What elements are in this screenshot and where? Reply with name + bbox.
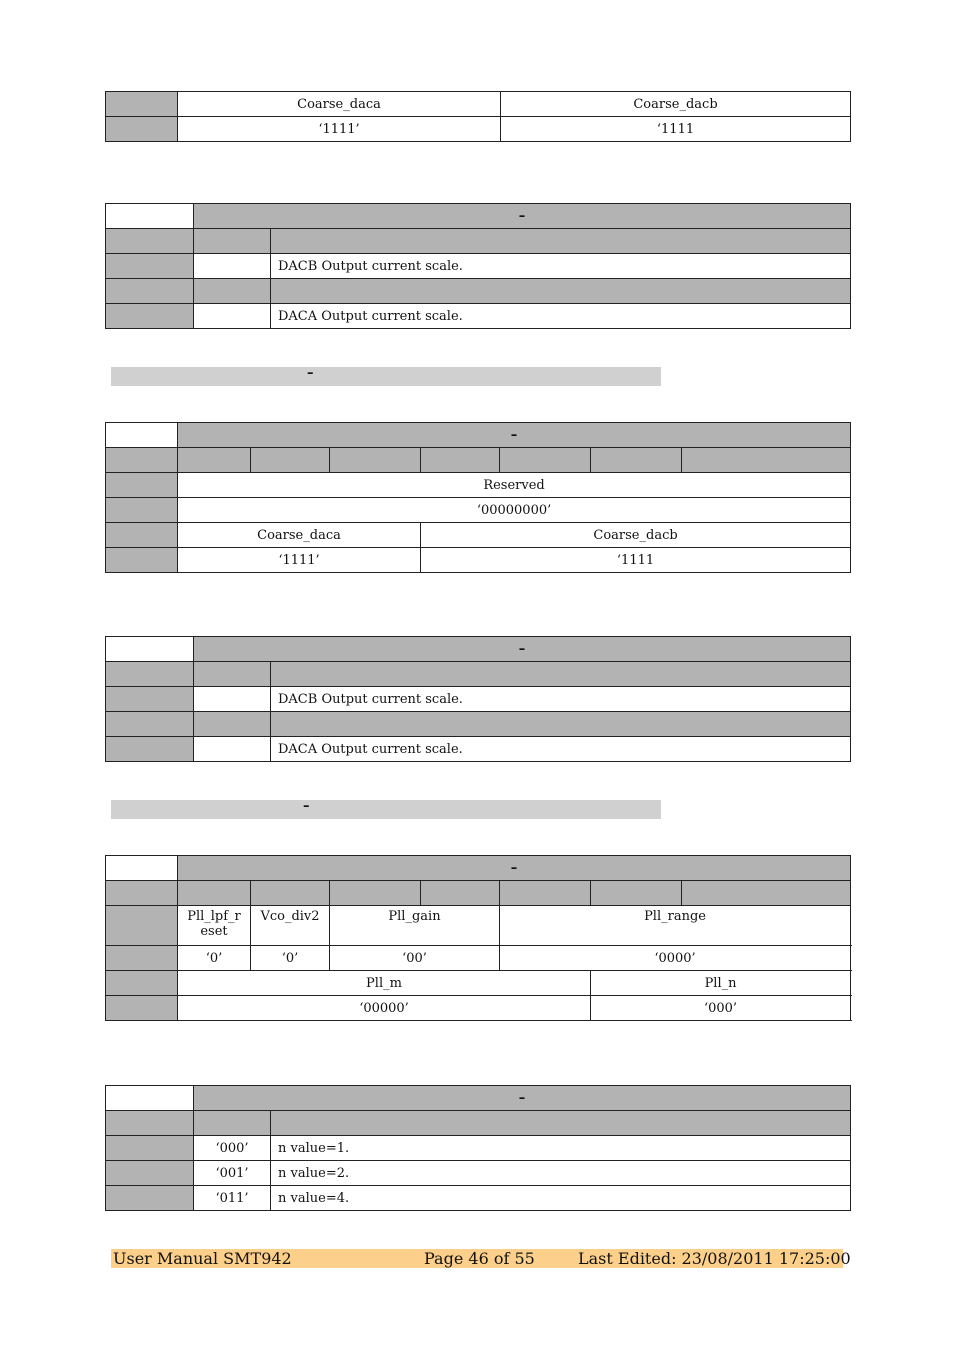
table-header-row [106,1086,851,1111]
default-value-cell: ‘0’ [251,946,330,971]
header-cell [271,662,851,687]
bit-number-row [106,448,851,473]
field-description-table-3 [105,1085,851,1211]
bit-label-cell [106,473,178,498]
header-blank-cell [106,423,178,448]
header-blank-cell [106,204,194,229]
table-title-cell: – [178,423,851,448]
bit-header-cell [178,448,251,473]
bit-label-cell [106,971,178,996]
header-cell [106,712,194,737]
header-blank-cell [106,856,178,881]
description-cell: DACB Output current scale. [271,687,851,712]
table-row [106,523,851,548]
field-name-cell: Reserved [178,473,851,498]
table-row [106,1111,851,1136]
register-table-pll [105,855,851,1021]
register-table-coarse-dac-partial [105,91,851,142]
table-title-cell: – [194,204,851,229]
bit-header-cell [591,448,682,473]
description-cell: DACB Output current scale. [271,254,851,279]
bit-label-cell [106,687,194,712]
table-row [106,971,851,996]
value-cell: ‘011’ [194,1186,271,1211]
header-cell [271,1111,851,1136]
page-footer [111,1249,851,1268]
default-value-cell: ‘0’ [178,946,251,971]
value-cell: ‘001’ [194,1161,271,1186]
default-value-cell: ‘00’ [330,946,500,971]
header-cell [194,229,271,254]
header-cell [194,662,271,687]
default-label-cell [106,946,178,971]
bit-label-cell [106,906,178,946]
field-name-cell: Coarse_daca [178,92,501,117]
table-row [106,906,851,946]
default-value-cell: ‘0000’ [500,946,851,971]
table-row [106,117,851,142]
bit-header-cell [421,448,500,473]
field-description-table-2 [105,636,851,762]
table-row [106,687,851,712]
bit-label-cell [106,1136,194,1161]
bit-header-cell [500,881,591,906]
field-name-cell: Coarse_daca [178,523,421,548]
description-cell: DACA Output current scale. [271,737,851,762]
description-cell: n value=2. [271,1161,851,1186]
section-heading-bar [111,800,661,819]
default-value-cell: ‘000’ [591,996,851,1021]
default-value-cell: ‘1111’ [178,117,501,142]
table-row [106,996,851,1021]
default-value-cell: ‘1111 [421,548,851,573]
bit-header-cell [500,448,591,473]
default-label-cell [106,996,178,1021]
bit-number-row [106,881,851,906]
default-value-cell: ‘00000’ [178,996,591,1021]
table-header-row [106,204,851,229]
table-row [106,279,851,304]
header-cell [271,712,851,737]
value-cell: ‘000’ [194,1136,271,1161]
footer-document-title: User Manual SMT942 [113,1249,292,1268]
table-row [106,92,851,117]
bit-label-cell [106,254,194,279]
table-row [106,737,851,762]
bit-header-cell [330,448,421,473]
bit-label-cell [106,92,178,117]
field-name-cell: Pll_m [178,971,591,996]
bit-header-cell [682,448,851,473]
table-row [106,254,851,279]
default-value-cell: ‘00000000’ [178,498,851,523]
header-blank-cell [106,1086,194,1111]
table-title-cell: – [194,637,851,662]
default-label-cell [106,498,178,523]
header-cell [271,279,851,304]
field-name-cell: Pll_range [500,906,851,946]
table-row [106,304,851,329]
bit-label-cell [106,737,194,762]
table-row [106,712,851,737]
field-name-cell: Coarse_dacb [421,523,851,548]
bit-label-cell [106,1161,194,1186]
value-cell [194,737,271,762]
table-header-row [106,856,851,881]
bit-label-cell [106,1186,194,1211]
field-name-cell: Pll_gain [330,906,500,946]
table-row [106,1136,851,1161]
description-cell: DACA Output current scale. [271,304,851,329]
value-cell [194,687,271,712]
table-row [106,662,851,687]
default-value-cell: ‘1111’ [178,548,421,573]
table-row [106,548,851,573]
header-cell [271,229,851,254]
table-header-row [106,423,851,448]
section-heading-bar [111,367,661,386]
bit-label-cell [106,304,194,329]
header-blank-cell [106,637,194,662]
footer-page-number: Page 46 of 55 [424,1249,535,1268]
register-table-coarse-dac [105,422,851,573]
bit-header-cell [106,881,178,906]
field-name-cell: Pll_lpf_r eset [178,906,251,946]
bit-header-cell [330,881,421,906]
bit-header-cell [421,881,500,906]
field-description-table-1 [105,203,851,329]
table-row [106,473,851,498]
value-cell [194,254,271,279]
header-cell [106,229,194,254]
description-cell: n value=1. [271,1136,851,1161]
bit-header-cell [591,881,682,906]
table-title-cell: – [194,1086,851,1111]
header-cell [106,279,194,304]
default-label-cell [106,548,178,573]
header-cell [106,662,194,687]
bit-label-cell [106,523,178,548]
footer-last-edited: Last Edited: 23/08/2011 17:25:00 [578,1249,851,1268]
table-header-row [106,637,851,662]
table-row [106,498,851,523]
field-name-cell: Pll_n [591,971,851,996]
header-cell [194,712,271,737]
value-cell [194,304,271,329]
bit-header-cell [178,881,251,906]
table-title-cell: – [178,856,851,881]
table-row [106,229,851,254]
default-value-cell: ‘1111 [501,117,851,142]
bit-header-cell [682,881,851,906]
field-name-cell: Vco_div2 [251,906,330,946]
description-cell: n value=4. [271,1186,851,1211]
header-cell [194,279,271,304]
section-heading-text: – [307,366,314,381]
section-heading-text: – [303,799,310,814]
header-cell [106,1111,194,1136]
table-row [106,1186,851,1211]
table-row [106,946,851,971]
bit-header-cell [106,448,178,473]
field-name-cell: Coarse_dacb [501,92,851,117]
table-row [106,1161,851,1186]
bit-header-cell [251,881,330,906]
bit-header-cell [251,448,330,473]
header-cell [194,1111,271,1136]
default-label-cell [106,117,178,142]
